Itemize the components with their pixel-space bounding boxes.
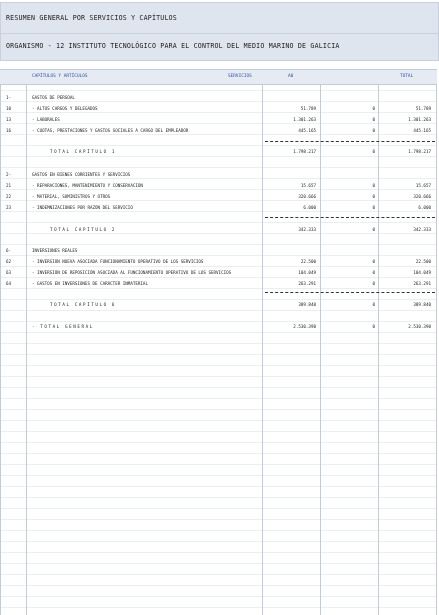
row-value-a0: 445.165 — [298, 128, 316, 133]
subtotal-dashed-line — [265, 217, 435, 218]
row-code: 23 — [6, 205, 12, 210]
row-description: - REPARACIONES, MANTENIMIENTO Y CONSERVACIÓN — [32, 183, 143, 188]
row-value-a0: 389.840 — [298, 302, 316, 307]
row-description: - INDEMNIZACIONES POR RAZÓN DEL SERVICIO — [32, 205, 133, 210]
row-value-total: 263.291 — [413, 281, 431, 286]
row-code: 62 — [6, 259, 12, 264]
chapter-total-row — [0, 224, 437, 234]
row-description: - ALTOS CARGOS Y DELEGADOS — [32, 106, 98, 111]
row-description: - MATERIAL, SUMINISTROS Y OTROS — [32, 194, 111, 199]
row-code: 2- — [6, 172, 12, 177]
row-value-a0: 320.666 — [298, 194, 316, 199]
table-column-header — [0, 69, 437, 85]
report-title: RESUMEN GENERAL POR SERVICIOS Y CAPÍTULOS — [6, 14, 177, 22]
row-value-total: 1.301.263 — [408, 117, 431, 122]
row-description: INVERSIONES REALES — [32, 248, 78, 253]
row-value-total: 22.500 — [415, 259, 431, 264]
row-code: 63 — [6, 270, 12, 275]
table-row — [0, 245, 437, 255]
row-value-total: 6.000 — [418, 205, 431, 210]
row-value-b: 0 — [372, 205, 375, 210]
chapter-total-row — [0, 299, 437, 309]
row-description: GASTOS EN BIENES CORRIENTES Y SERVICIOS — [32, 172, 131, 177]
row-value-b: 0 — [372, 324, 375, 329]
row-code: 13 — [6, 117, 12, 122]
column-header-a0: A0 — [288, 74, 294, 79]
row-description: TOTAL CAPÍTULO 6 — [50, 302, 116, 307]
row-value-total: 15.657 — [415, 183, 431, 188]
report-title-bar — [0, 2, 439, 34]
row-value-b: 0 — [372, 302, 375, 307]
row-value-a0: 342.333 — [298, 227, 316, 232]
table-row — [0, 114, 437, 124]
row-value-b: 0 — [372, 106, 375, 111]
row-description: TOTAL CAPÍTULO 1 — [50, 149, 116, 154]
row-value-b: 0 — [372, 149, 375, 154]
row-description: GASTOS DE PERSOAL — [32, 95, 75, 100]
table-row — [0, 256, 437, 266]
table-row — [0, 125, 437, 135]
table-row — [0, 92, 437, 102]
row-code: 16 — [6, 128, 12, 133]
row-value-b: 0 — [372, 117, 375, 122]
row-value-total: 2.530.390 — [408, 324, 431, 329]
row-value-b: 0 — [372, 183, 375, 188]
column-header-chapters: CAPÍTULOS Y ARTÍCULOS — [32, 74, 88, 79]
row-value-b: 0 — [372, 259, 375, 264]
row-description: - CUOTAS, PRESTACIONES Y GASTOS SOCIALES A CARGO DEL EMPLEADOR — [32, 128, 189, 133]
row-value-a0: 15.657 — [300, 183, 316, 188]
table-row — [0, 180, 437, 190]
row-value-a0: 2.530.390 — [293, 324, 316, 329]
row-code: 64 — [6, 281, 12, 286]
row-value-b: 0 — [372, 128, 375, 133]
organism-label: ORGANISMO - 12 INSTITUTO TECNOLÓGICO PARA EL CONTROL DEL MEDIO MARINO DE GALICIA — [6, 42, 340, 50]
row-value-total: 1.798.217 — [408, 149, 431, 154]
table-row — [0, 278, 437, 288]
row-code: 1- — [6, 95, 12, 100]
row-value-a0: 1.798.217 — [293, 149, 316, 154]
row-value-total: 104.049 — [413, 270, 431, 275]
row-value-a0: 22.500 — [300, 259, 316, 264]
row-code: 6- — [6, 248, 12, 253]
row-value-total: 51.789 — [415, 106, 431, 111]
row-description: - INVERSIÓN DE REPOSICIÓN ASOCIADA AL FUNCIONAMIENTO OPERATIVO DE LOS SERVICIOS — [32, 270, 232, 275]
row-code: 10 — [6, 106, 12, 111]
chapter-total-row — [0, 146, 437, 156]
row-value-a0: 1.301.263 — [293, 117, 316, 122]
row-value-total: 342.333 — [413, 227, 431, 232]
table-row — [0, 169, 437, 179]
row-description: - TOTAL GENERAL — [32, 324, 94, 329]
row-description: - LABORALES — [32, 117, 60, 122]
row-code: 22 — [6, 194, 12, 199]
column-header-services: SERVICIOS — [228, 74, 252, 79]
row-value-a0: 51.789 — [300, 106, 316, 111]
row-value-b: 0 — [372, 281, 375, 286]
row-value-total: 445.165 — [413, 128, 431, 133]
table-row — [0, 191, 437, 201]
column-header-total: TOTAL — [400, 74, 414, 79]
table-row — [0, 202, 437, 212]
table-row — [0, 103, 437, 113]
row-value-total: 320.666 — [413, 194, 431, 199]
subtotal-dashed-line — [265, 292, 435, 293]
row-value-a0: 6.000 — [303, 205, 316, 210]
row-value-b: 0 — [372, 227, 375, 232]
row-value-b: 0 — [372, 194, 375, 199]
row-code: 21 — [6, 183, 12, 188]
table-row — [0, 267, 437, 277]
row-description: - INVERSIÓN NUEVA ASOCIADA FUNCIONAMIENTO OPERATIVO DE LOS SERVICIOS — [32, 259, 204, 264]
row-value-b: 0 — [372, 270, 375, 275]
row-value-a0: 104.049 — [298, 270, 316, 275]
row-description: - GASTOS EN INVERSIONES DE CARÁCTER INMATERIAL — [32, 281, 148, 286]
grand-total-row — [0, 321, 437, 331]
row-value-a0: 263.291 — [298, 281, 316, 286]
subtotal-dashed-line — [265, 141, 435, 142]
row-description: TOTAL CAPÍTULO 2 — [50, 227, 116, 232]
row-value-total: 389.840 — [413, 302, 431, 307]
organism-bar — [0, 33, 439, 61]
